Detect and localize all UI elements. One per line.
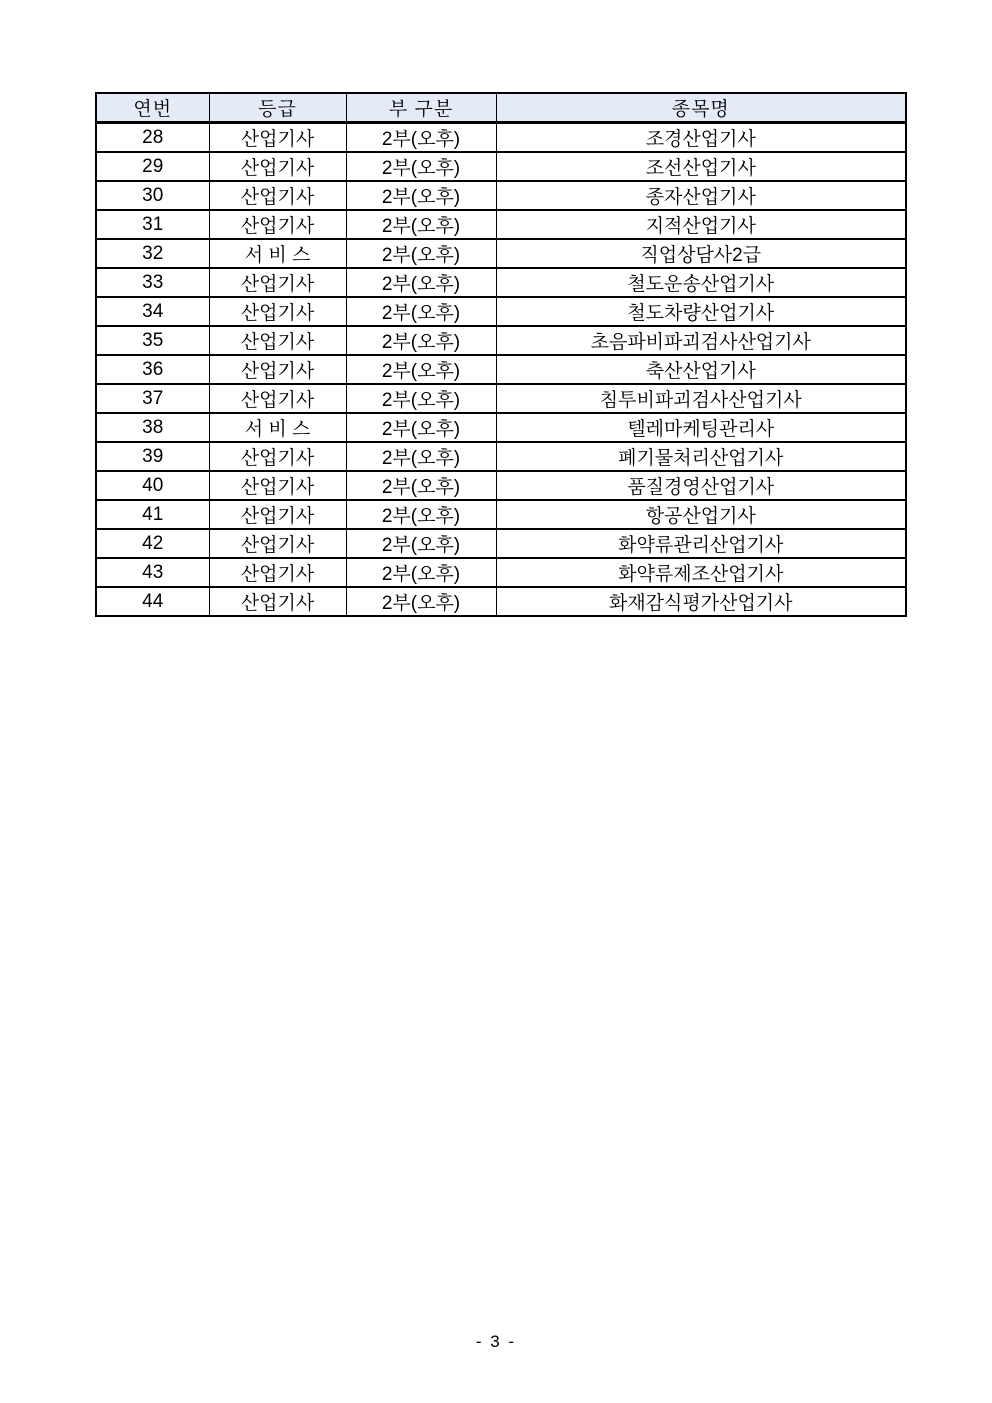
table-row bbox=[96, 355, 906, 384]
session-cell: 2부(오후) bbox=[346, 587, 496, 616]
session-cell: 2부(오후) bbox=[346, 268, 496, 297]
grade-cell: 산업기사 bbox=[209, 355, 346, 384]
session-cell: 2부(오후) bbox=[346, 355, 496, 384]
table-row bbox=[96, 326, 906, 355]
table-row bbox=[96, 210, 906, 239]
row-no-cell: 43 bbox=[96, 558, 209, 587]
table-row bbox=[96, 268, 906, 297]
session-cell: 2부(오후) bbox=[346, 326, 496, 355]
header-subject-name: 종목명 bbox=[496, 93, 906, 123]
grade-cell: 서 비 스 bbox=[209, 413, 346, 442]
grade-cell: 산업기사 bbox=[209, 529, 346, 558]
session-cell: 2부(오후) bbox=[346, 297, 496, 326]
table-row bbox=[96, 558, 906, 587]
row-no-cell: 37 bbox=[96, 384, 209, 413]
session-cell: 2부(오후) bbox=[346, 384, 496, 413]
table-row bbox=[96, 152, 906, 181]
table-row bbox=[96, 442, 906, 471]
subject-cell: 침투비파괴검사산업기사 bbox=[496, 384, 906, 413]
subject-cell: 텔레마케팅관리사 bbox=[496, 413, 906, 442]
session-cell: 2부(오후) bbox=[346, 558, 496, 587]
row-no-cell: 32 bbox=[96, 239, 209, 268]
table-row bbox=[96, 587, 906, 616]
row-no-cell: 44 bbox=[96, 587, 209, 616]
grade-cell: 산업기사 bbox=[209, 326, 346, 355]
table-row bbox=[96, 471, 906, 500]
grade-cell: 산업기사 bbox=[209, 558, 346, 587]
subject-cell: 화약류관리산업기사 bbox=[496, 529, 906, 558]
grade-cell: 산업기사 bbox=[209, 442, 346, 471]
grade-cell: 산업기사 bbox=[209, 268, 346, 297]
row-no-cell: 42 bbox=[96, 529, 209, 558]
subject-cell: 철도차량산업기사 bbox=[496, 297, 906, 326]
table-header-row bbox=[96, 93, 906, 123]
row-no-cell: 34 bbox=[96, 297, 209, 326]
table-row bbox=[96, 529, 906, 558]
exam-subject-table bbox=[95, 92, 907, 617]
subject-cell: 축산산업기사 bbox=[496, 355, 906, 384]
grade-cell: 산업기사 bbox=[209, 471, 346, 500]
row-no-cell: 29 bbox=[96, 152, 209, 181]
table-body bbox=[96, 123, 906, 617]
subject-cell: 조선산업기사 bbox=[496, 152, 906, 181]
subject-cell: 화재감식평가산업기사 bbox=[496, 587, 906, 616]
row-no-cell: 38 bbox=[96, 413, 209, 442]
row-no-cell: 36 bbox=[96, 355, 209, 384]
session-cell: 2부(오후) bbox=[346, 500, 496, 529]
table-row bbox=[96, 181, 906, 210]
row-no-cell: 35 bbox=[96, 326, 209, 355]
page-number: - 3 - bbox=[475, 1332, 517, 1351]
session-cell: 2부(오후) bbox=[346, 442, 496, 471]
subject-cell: 지적산업기사 bbox=[496, 210, 906, 239]
session-cell: 2부(오후) bbox=[346, 529, 496, 558]
table-row bbox=[96, 384, 906, 413]
table-row bbox=[96, 123, 906, 153]
session-cell: 2부(오후) bbox=[346, 181, 496, 210]
subject-cell: 조경산업기사 bbox=[496, 123, 906, 153]
subject-cell: 직업상담사2급 bbox=[496, 239, 906, 268]
header-grade: 등급 bbox=[209, 93, 346, 123]
grade-cell: 산업기사 bbox=[209, 210, 346, 239]
header-session: 부 구분 bbox=[346, 93, 496, 123]
row-no-cell: 31 bbox=[96, 210, 209, 239]
session-cell: 2부(오후) bbox=[346, 152, 496, 181]
grade-cell: 산업기사 bbox=[209, 297, 346, 326]
row-no-cell: 28 bbox=[96, 123, 209, 153]
session-cell: 2부(오후) bbox=[346, 210, 496, 239]
grade-cell: 산업기사 bbox=[209, 123, 346, 153]
table-row bbox=[96, 297, 906, 326]
row-no-cell: 39 bbox=[96, 442, 209, 471]
table-row bbox=[96, 239, 906, 268]
grade-cell: 산업기사 bbox=[209, 181, 346, 210]
subject-cell: 철도운송산업기사 bbox=[496, 268, 906, 297]
grade-cell: 서 비 스 bbox=[209, 239, 346, 268]
subject-cell: 종자산업기사 bbox=[496, 181, 906, 210]
grade-cell: 산업기사 bbox=[209, 384, 346, 413]
row-no-cell: 40 bbox=[96, 471, 209, 500]
session-cell: 2부(오후) bbox=[346, 123, 496, 153]
table-row bbox=[96, 500, 906, 529]
grade-cell: 산업기사 bbox=[209, 587, 346, 616]
grade-cell: 산업기사 bbox=[209, 500, 346, 529]
subject-cell: 항공산업기사 bbox=[496, 500, 906, 529]
row-no-cell: 33 bbox=[96, 268, 209, 297]
session-cell: 2부(오후) bbox=[346, 239, 496, 268]
subject-cell: 폐기물처리산업기사 bbox=[496, 442, 906, 471]
table-row bbox=[96, 413, 906, 442]
header-serial-number: 연번 bbox=[96, 93, 209, 123]
row-no-cell: 41 bbox=[96, 500, 209, 529]
session-cell: 2부(오후) bbox=[346, 471, 496, 500]
row-no-cell: 30 bbox=[96, 181, 209, 210]
subject-cell: 품질경영산업기사 bbox=[496, 471, 906, 500]
subject-cell: 초음파비파괴검사산업기사 bbox=[496, 326, 906, 355]
grade-cell: 산업기사 bbox=[209, 152, 346, 181]
session-cell: 2부(오후) bbox=[346, 413, 496, 442]
subject-cell: 화약류제조산업기사 bbox=[496, 558, 906, 587]
